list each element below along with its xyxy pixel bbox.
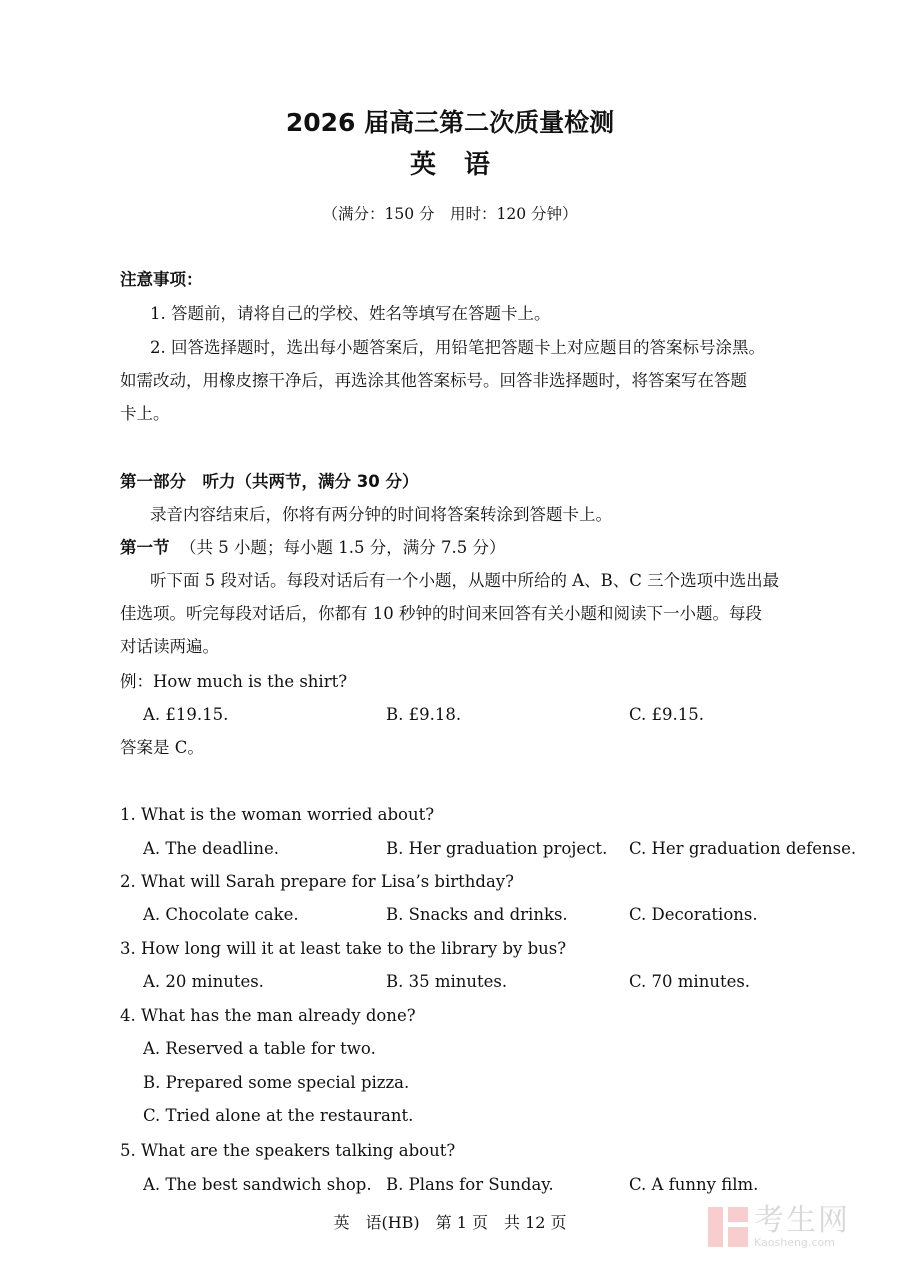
section1-heading	[120, 537, 505, 559]
option-c: C. Tried alone at the restaurant.	[143, 1106, 414, 1125]
option-b: B. Prepared some special pizza.	[143, 1073, 410, 1092]
option-c: C. A funny film.	[629, 1175, 759, 1194]
option-c: C. 70 minutes.	[629, 972, 751, 991]
watermark-cn: 考生网	[754, 1203, 850, 1238]
example-answer: 答案是 C。	[120, 738, 204, 757]
page-footer: 英 语(HB) 第 1 页 共 12 页	[333, 1213, 567, 1232]
part1-heading: 第一部分 听力（共两节，满分 30 分）	[120, 472, 419, 491]
example-option-c: C. £9.15.	[629, 705, 705, 724]
example-option-b: B. £9.18.	[386, 705, 462, 724]
option-b: B. Snacks and drinks.	[386, 905, 568, 924]
part1-intro: 录音内容结束后，你将有两分钟的时间将答案转涂到答题卡上。	[150, 505, 612, 524]
question-4: 4. What has the man already done?	[120, 1006, 416, 1025]
note-line: 如需改动，用橡皮擦干净后，再选涂其他答案标号。回答非选择题时，将答案写在答题	[120, 371, 747, 390]
question-5: 5. What are the speakers talking about?	[120, 1141, 456, 1160]
option-a: A. 20 minutes.	[143, 972, 264, 991]
option-b: B. Her graduation project.	[386, 839, 608, 858]
notes-heading: 注意事项：	[120, 270, 203, 289]
section1-label: 第一节	[120, 538, 170, 557]
note-line: 卡上。	[120, 404, 170, 423]
note-line: 1. 答题前，请将自己的学校、姓名等填写在答题卡上。	[150, 304, 551, 323]
question-3: 3. How long will it at least take to the library by bus?	[120, 939, 567, 958]
section1-info: （共 5 小题；每小题 1.5 分，满分 7.5 分）	[180, 538, 506, 557]
note-line: 2. 回答选择题时，选出每小题答案后，用铅笔把答题卡上对应题目的答案标号涂黑。	[150, 338, 765, 357]
option-b: B. Plans for Sunday.	[386, 1175, 554, 1194]
option-a: A. The deadline.	[143, 839, 279, 858]
question-2: 2. What will Sarah prepare for Lisa’s birthday?	[120, 872, 514, 891]
question-1: 1. What is the woman worried about?	[120, 805, 435, 824]
option-c: C. Her graduation defense.	[629, 839, 857, 858]
score-time: （满分：150 分 用时：120 分钟）	[322, 205, 578, 223]
option-b: B. 35 minutes.	[386, 972, 508, 991]
subject-title: 英语	[409, 150, 518, 180]
option-c: C. Decorations.	[629, 905, 758, 924]
watermark-en: Kaosheng.com	[754, 1236, 835, 1249]
watermark	[708, 1205, 850, 1249]
option-a: A. The best sandwich shop.	[143, 1175, 372, 1194]
instruction-line: 佳选项。听完每段对话后，你都有 10 秒钟的时间来回答有关小题和阅读下一小题。每段	[120, 604, 762, 623]
option-a: A. Chocolate cake.	[143, 905, 299, 924]
instruction-line: 对话读两遍。	[120, 637, 219, 656]
watermark-logo-icon	[708, 1207, 748, 1247]
instruction-line: 听下面 5 段对话。每段对话后有一个小题，从题中所给的 A、B、C 三个选项中选出最	[150, 571, 780, 590]
example-question: 例：How much is the shirt?	[120, 672, 348, 691]
option-a: A. Reserved a table for two.	[143, 1039, 376, 1058]
example-option-a: A. £19.15.	[143, 705, 229, 724]
exam-title: 2026 届高三第二次质量检测	[285, 108, 615, 137]
